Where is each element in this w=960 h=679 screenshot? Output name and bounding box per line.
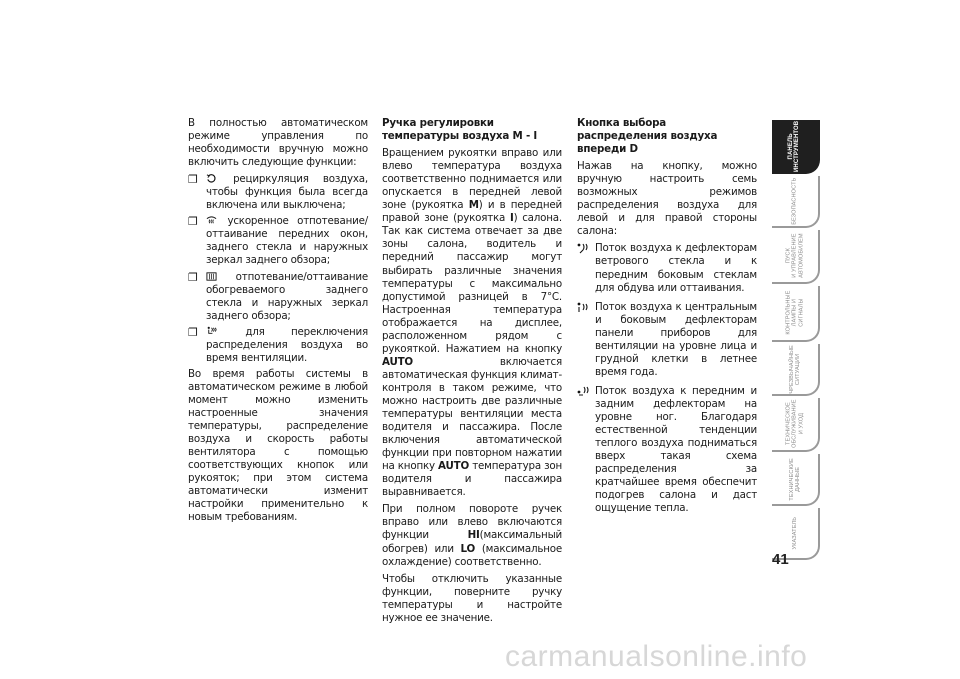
list-item — [577, 242, 757, 294]
paragraph: Вращением рукоятки вправо или влево температура воздуха соответственно поднимается или опускается в передней левой зоне (рукоятка M) и в передней правой зоне (рукоятка I) салона. Так как система отвечает за две зоны салона, водитель и передний пассажир могут выбирать различные значения температуры с максимально допустимой разницей в 7°C. Настроенная температура отображается на дисплее, расположенном рядом с рукояткой. Нажатием на кнопку AUTO включается автоматическая функция климат-контроля в таком режиме, что можно настроить две различные температуры вентиляции места водителя и пассажира. После включения автоматической функции при повторном нажатии на кнопку AUTO температура зон водителя и пассажира выравнивается. — [382, 147, 563, 499]
list-item-text: отпотевание/оттаивание обогреваемого заднего стекла и наружных зеркал заднего обзора; — [206, 270, 368, 322]
paragraph-outro: Во время работы системы в автоматическом режиме в любой момент можно изменить настроенные значения температуры, распределение воздуха и скорость работы вентилятора с помощью соответствующих кнопок или рукояток; при этом система автоматически изменит настройки применительно к новым требованиям. — [188, 367, 368, 524]
list-item-text: Поток воздуха к дефлекторам ветрового стекла и к передним боковым стеклам для обдува или оттаивания. — [595, 242, 757, 294]
paragraph: При полном повороте ручек вправо или влево включаются функции HI(максимальный обогрев) или LO (максимальное охлаждение) соответственно. — [382, 503, 562, 568]
list-item-text: Поток воздуха к центральным и боковым дефлекторам панели приборов для вентиляции на уровне лица и грудной клетки в летнее время года. — [595, 300, 757, 378]
text-column-2 — [382, 117, 562, 629]
rear-defrost-icon — [206, 271, 217, 282]
checkbox-bullet: ❐ — [188, 173, 198, 187]
tab-instrument-panel[interactable]: ПАНЕЛЬ ИНСТРУМЕНТОВ — [772, 120, 820, 174]
tab-warning-lights[interactable]: КОНТРОЛЬНЫЕ ЛАМПЫ И СИГНАЛЫ — [772, 286, 820, 342]
section-heading: Ручка регулировки температуры воздуха M - I — [382, 117, 538, 143]
list-item-text: ускоренное отпотевание/оттаивание передних окон, заднего стекла и наружных зеркал заднего обзора; — [206, 215, 368, 267]
list-item — [188, 326, 368, 365]
tab-index[interactable]: УКАЗАТЕЛЬ — [772, 508, 820, 560]
section-heading: Кнопка выбора распределения воздуха впереди D — [577, 117, 718, 156]
airflow-face-icon — [577, 302, 590, 314]
text-column-3 — [577, 117, 757, 521]
list-item-text: рециркуляция воздуха, чтобы функция была всегда включена или выключена; — [206, 173, 368, 212]
air-distribution-icon — [206, 326, 217, 337]
paragraph: Чтобы отключить указанные функции, поверните ручку температуры и настройте нужное ее значение. — [382, 572, 562, 624]
windshield-defrost-icon — [206, 215, 217, 226]
recirculation-icon — [206, 173, 217, 184]
tab-maintenance[interactable]: ТЕХНИЧЕСКОЕ ОБСЛУЖИВАНИЕ И УХОД — [772, 398, 820, 452]
checkbox-bullet: ❐ — [188, 270, 198, 284]
paragraph-intro: Нажав на кнопку, можно вручную настроить семь возможных режимов распределения воздуха для левой и для правой стороны салона: — [577, 160, 757, 238]
list-item — [188, 271, 368, 323]
tab-technical-data[interactable]: ТЕХНИЧЕСКИЕ ДАННЫЕ — [772, 454, 820, 506]
section-tabs — [772, 120, 824, 562]
list-item — [188, 173, 368, 212]
list-item — [577, 385, 757, 515]
airflow-windshield-icon — [577, 243, 590, 255]
page-number: 41 — [772, 551, 789, 568]
watermark: carmanualsonline.info — [505, 640, 808, 673]
list-item — [188, 215, 368, 267]
list-item — [577, 301, 757, 379]
checkbox-bullet: ❐ — [188, 325, 198, 339]
list-item-text: Поток воздуха к передним и задним дефлекторам на уровне ног. Благодаря естественной тенденции теплого воздуха подниматься вверх такая схема распределения за кратчайшее время обеспечит подогрев салона и даст ощущение тепла. — [595, 384, 757, 515]
tab-emergencies[interactable]: ЧРЕЗВЫЧАЙНЫЕ СИТУАЦИИ — [772, 344, 820, 396]
checkbox-bullet: ❐ — [188, 215, 198, 229]
airflow-feet-icon — [577, 386, 590, 398]
text-column-1 — [188, 117, 368, 528]
list-item-text: для переключения распределения воздуха во время вентиляции. — [206, 325, 368, 364]
paragraph-intro: В полностью автоматическом режиме управления по необходимости вручную можно включить следующие функции: — [188, 117, 368, 169]
tab-safety[interactable]: БЕЗОПАСНОСТЬ — [772, 176, 820, 228]
tab-starting-driving[interactable]: ПУСК И УПРАВЛЕНИЕ АВТОМОБИЛЕМ — [772, 230, 820, 284]
